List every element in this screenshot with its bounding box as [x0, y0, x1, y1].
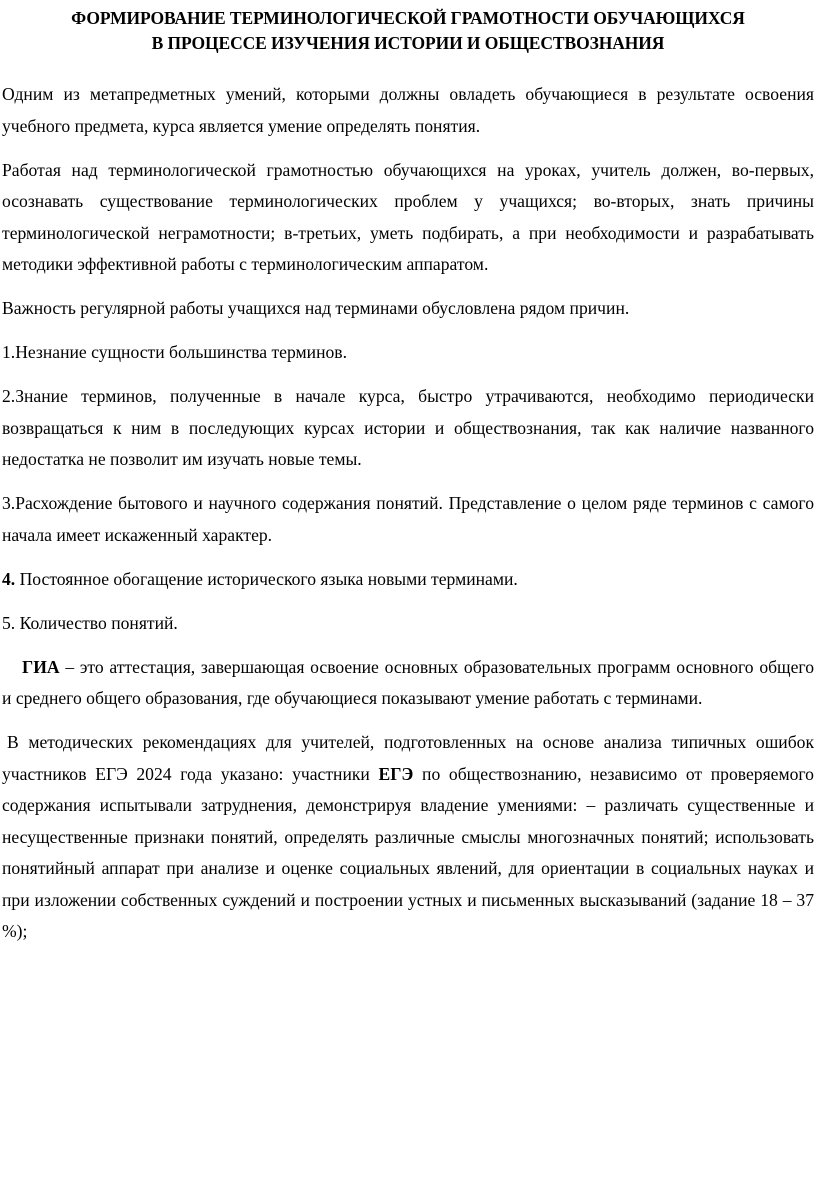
paragraph-ege-recommendations	[2, 727, 814, 948]
paragraph-gia	[2, 652, 814, 715]
paragraph-importance: Важность регулярной работы учащихся над терминами обусловлена рядом причин.	[2, 298, 630, 318]
paragraph-metasubject-skills: Одним из метапредметных умений, которыми должны овладеть обучающиеся в результате освоения учебного предмета, курса является умение определять понятия.	[2, 84, 814, 136]
list-item-5: 5. Количество понятий.	[2, 612, 178, 633]
list-item-4-number: 4.	[2, 568, 16, 589]
document-title	[2, 6, 814, 56]
gia-term: ГИА	[22, 656, 60, 677]
list-item-3: 3.Расхождение бытового и научного содержания понятий. Представление о целом ряде терминов с самого начала имеет искаженный характер.	[2, 493, 814, 545]
gia-definition: – это аттестация, завершающая освоение основных образовательных программ основного общего и среднего общего образования, где обучающиеся показывают умение работать с терминами.	[2, 656, 814, 708]
paragraph-teacher-work: Работая над терминологической грамотностью обучающихся на уроках, учитель должен, во-первых, осознавать существование терминологических проблем у учащихся; во-вторых, знать причины терминологической неграмотности; в-третьих, уметь подбирать, а при необходимости и разрабатывать методики эффективной работы с терминологическим аппаратом.	[2, 159, 814, 274]
list-item-4	[2, 564, 814, 596]
title-line-1: ФОРМИРОВАНИЕ ТЕРМИНОЛОГИЧЕСКОЙ ГРАМОТНОСТИ ОБУЧАЮЩИХСЯ	[71, 8, 745, 28]
ege-term: ЕГЭ	[378, 763, 414, 784]
ege-text-part-2: по обществознанию, независимо от проверяемого содержания испытывали затруднения, демонстрируя владение умениями: – различать существенные и несущественные признаки понятий, определять различные смыслы многозначных понятий; использовать понятийный аппарат при анализе и оценке социальных явлений, для ориентации в социальных науках и при изложении собственных суждений и построении устных и письменных высказываний (задание 18 – 37 %);	[2, 763, 814, 941]
list-item-4-text: Постоянное обогащение исторического языка новыми терминами.	[15, 568, 518, 589]
list-item-2: 2.Знание терминов, полученные в начале курса, быстро утрачиваются, необходимо периодически возвращаться к ним в последующих курсах истории и обществознания, так как наличие названного недостатка не позволит им изучать новые темы.	[2, 386, 814, 469]
ege-text-part-1: В методических рекомендациях для учителей, подготовленных на основе анализа типичных ошибок участников ЕГЭ 2024 года указано: участники	[2, 732, 814, 784]
list-item-1: 1.Незнание сущности большинства терминов.	[2, 342, 347, 362]
title-line-2: В ПРОЦЕССЕ ИЗУЧЕНИЯ ИСТОРИИ И ОБЩЕСТВОЗНАНИЯ	[151, 33, 665, 53]
